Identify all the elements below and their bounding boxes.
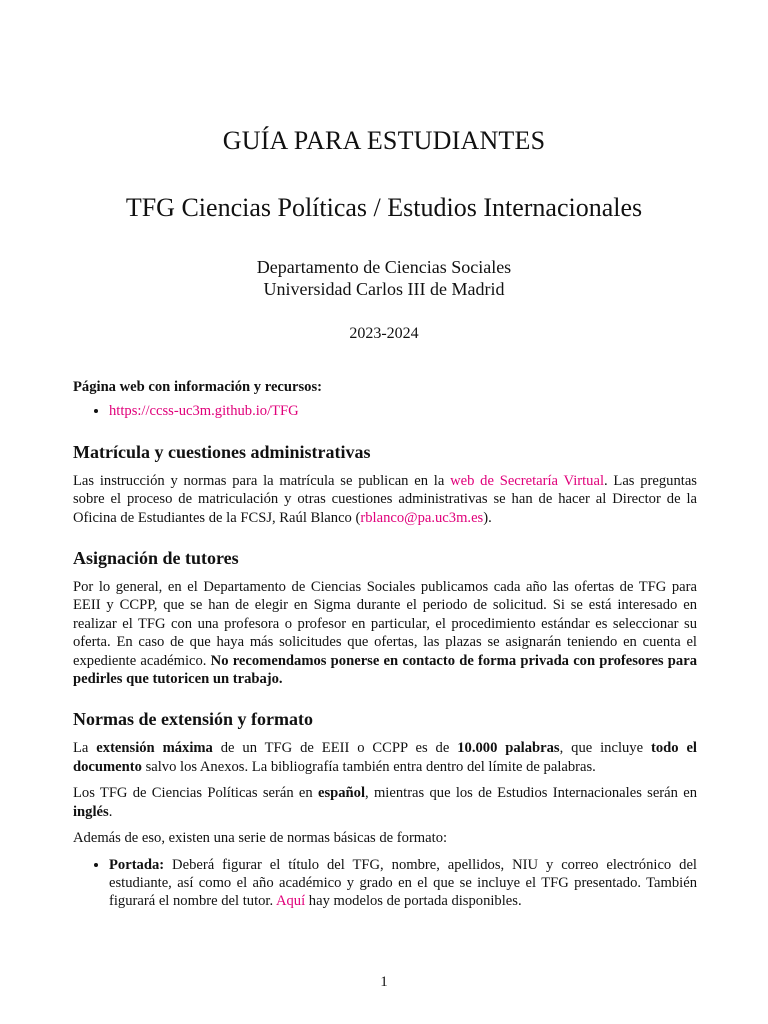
document-title: GUÍA PARA ESTUDIANTES [222, 126, 546, 155]
matricula-text-3: ). [483, 509, 492, 526]
section-heading-tutores: Asignación de tutores [73, 548, 239, 569]
document-subtitle: TFG Ciencias Políticas / Estudios Internacionales [125, 193, 643, 222]
extension-text: , que incluye [559, 740, 651, 757]
portada-models-link[interactable]: Aquí [275, 893, 306, 910]
tutores-text-1: Por lo general, en el Departamento de Ciencias Sociales publicamos cada año las ofertas de TFG para EEII y CCPP, que se han de elegir en Sigma durante el periodo de solicitud. Si se está interesado en realizar el TFG con una profesora o profesor en particular, el procedimiento estándar es seleccionar su oferta. En caso de que haya más solicitudes que ofertas, las plazas se asignarán teniendo en cuenta el expediente académico. [73, 579, 697, 669]
list-item [109, 402, 697, 420]
academic-year: 2023-2024 [349, 325, 419, 342]
format-rules-list [73, 856, 697, 911]
page-number: 1 [380, 974, 388, 990]
word-limit-bold: 10.000 palabras [457, 740, 560, 757]
secretaria-virtual-link[interactable]: web de Secretaría Virtual [450, 472, 604, 489]
section-heading-matricula: Matrícula y cuestiones administrativas [73, 441, 371, 462]
language-text: Los TFG de Ciencias Políticas serán en [73, 785, 318, 802]
document-body [73, 378, 697, 915]
extension-text: La [73, 740, 97, 757]
whole-document-bold: todo el documento [73, 740, 697, 775]
matricula-paragraph [73, 472, 697, 527]
extension-text: de un TFG de EEII o CCPP es de [212, 740, 458, 757]
matricula-text-1: Las instrucción y normas para la matrícula se publican en la [73, 472, 451, 489]
university-name: Universidad Carlos III de Madrid [263, 279, 505, 299]
email-link[interactable]: rblanco@pa.uc3m.es [360, 509, 484, 526]
language-text: , mientras que los de Estudios Internacionales serán en [365, 785, 697, 802]
format-intro-paragraph: Además de eso, existen una serie de normas básicas de formato: [73, 830, 448, 847]
list-item [109, 856, 697, 911]
resources-label: Página web con información y recursos: [73, 379, 323, 395]
portada-text-1: Deberá figurar el título del TFG, nombre, apellidos, NIU y correo electrónico del estudiante, así como el año académico y grado en el que se incluye el TFG presentado. También figurará el nombre del tutor. [109, 856, 697, 910]
extension-bold: extensión máxima [96, 740, 213, 757]
tutores-paragraph [73, 578, 697, 688]
language-spanish-bold: español [317, 785, 366, 802]
extension-text: salvo los Anexos. La bibliografía también entra dentro del límite de palabras. [141, 758, 596, 775]
language-paragraph [73, 784, 697, 821]
portada-label: Portada: [109, 856, 165, 873]
section-heading-normas: Normas de extensión y formato [73, 709, 313, 730]
resources-link[interactable]: https://ccss-uc3m.github.io/TFG [109, 403, 299, 420]
institution-block [0, 256, 768, 300]
portada-text-2: hay modelos de portada disponibles. [305, 893, 522, 910]
matricula-text-2: . Las preguntas sobre el proceso de matriculación y otras cuestiones administrativas se han de hacer al Director de la Oficina de Estudiantes de la FCSJ, Raúl Blanco ( [73, 472, 697, 526]
department-name: Departamento de Ciencias Sociales [256, 257, 512, 277]
tutores-bold-note: No recomendamos ponerse en contacto de forma privada con profesores para pedirles que tutoricen un trabajo. [73, 652, 697, 688]
language-english-bold: inglés [73, 803, 109, 820]
language-text: . [108, 803, 113, 820]
extension-paragraph [73, 739, 697, 776]
resources-list [73, 402, 697, 420]
